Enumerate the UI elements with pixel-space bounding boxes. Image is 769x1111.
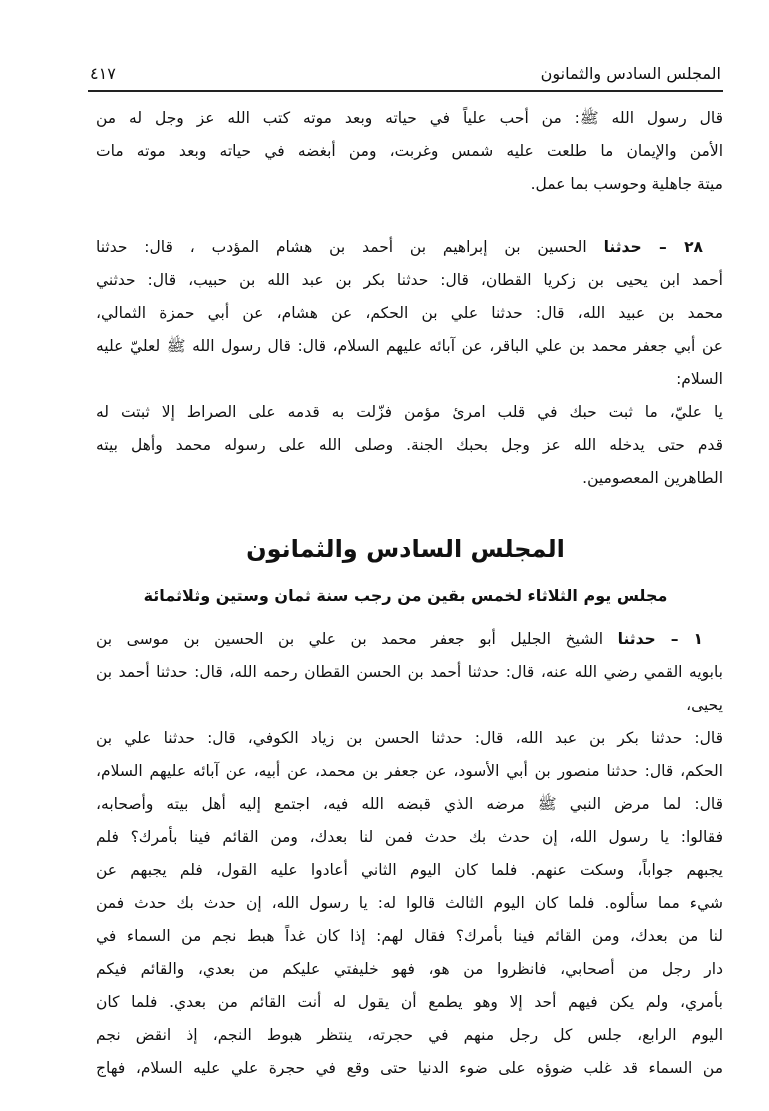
hadith-number: ١ – حدثنا bbox=[617, 630, 703, 648]
text-line: محمد بن عبيد الله، قال: حدثنا علي بن الحكم، عن هشام، عن أبي حمزة الثمالي، bbox=[96, 304, 723, 322]
text-line: يجبهم جواباً، وسكت عنهم. فلما كان اليوم الثاني أعادوا عليه القول، فلم يجبهم عن bbox=[96, 861, 723, 879]
text-line: قال: حدثنا بكر بن عبد الله، قال: حدثنا الحسن بن زياد الكوفي، قال: حدثنا علي بن bbox=[96, 729, 723, 747]
line-text: الحسين بن إبراهيم بن أحمد بن هشام المؤدب ، قال: حدثنا bbox=[96, 238, 587, 256]
text-line: قال رسول الله ﷺ: من أحب علياً في حياته وبعد موته كتب الله عز وجل له من bbox=[96, 109, 723, 127]
text-line: يا عليّ، ما ثبت حبك في قلب امرئ مؤمن فزّلت به قدمه على الصراط إلا ثبتت له bbox=[96, 403, 723, 421]
hadith-number: ٢٨ – حدثنا bbox=[603, 238, 703, 256]
section-subtitle: مجلس يوم الثلاثاء لخمس بقين من رجب سنة ثمان وستين وثلاثمائة bbox=[143, 586, 668, 605]
text-line: دار رجل من أصحابي، فانظروا من هو، فهو خليفتي عليكم من بعدي، والقائم فيكم bbox=[96, 960, 723, 978]
text-line: لنا من بعدك، ومن القائم فينا بأمرك؟ فقال لهم: إذا كان غداً هبط نجم من السماء في bbox=[96, 927, 723, 945]
text-line: بأمري، ولم يكن فيهم أحد إلا وهو يطمع أن يقول له أنت القائم من بعدي. فلما كان bbox=[96, 993, 723, 1011]
text-line: بابويه القمي رضي الله عنه، قال: حدثنا أحمد بن الحسن القطان رحمه الله، قال: حدثنا أحمد بن يحيى، bbox=[96, 663, 723, 714]
hadith-28 bbox=[88, 231, 723, 495]
section-title: المجلس السادس والثمانون bbox=[246, 535, 565, 563]
text-line: عن أبي جعفر محمد بن علي الباقر، عن آبائه عليهم السلام، قال: قال رسول الله ﷺ لعليّ عليه السلام: bbox=[96, 337, 723, 388]
text-line: ميتة جاهلية وحوسب بما عمل. bbox=[530, 175, 723, 193]
text-line: من السماء قد غلب ضوؤه على ضوء الدنيا حتى وقع في حجرة علي عليه السلام، فهاج bbox=[96, 1059, 723, 1077]
text-line bbox=[96, 623, 723, 656]
text-line: فقالوا: يا رسول الله، إن حدث بك حدث فمن لنا بعدك، ومن القائم فينا بأمرك؟ فلم bbox=[96, 828, 723, 846]
text-line: قال: لما مرض النبي ﷺ مرضه الذي قبضه الله فيه، اجتمع إليه أهل بيته وأصحابه، bbox=[96, 795, 723, 813]
page-number: ٤١٧ bbox=[90, 64, 116, 83]
text-line: الأمن والإيمان ما طلعت عليه شمس وغربت، ومن أبغضه في حياته وبعد موته مات bbox=[96, 142, 723, 160]
text-line: الحكم، قال: حدثنا منصور بن أبي الأسود، عن جعفر بن محمد، عن أبيه، عن آبائه عليهم السلام، bbox=[96, 762, 723, 780]
text-line: اليوم الرابع، جلس كل رجل منهم في حجرته، ينتظر هبوط النجم، إذ انقض نجم bbox=[96, 1026, 723, 1044]
line-text: الشيخ الجليل أبو جعفر محمد بن علي بن الحسين بن موسى بن bbox=[96, 630, 604, 648]
paragraph-1 bbox=[88, 102, 723, 201]
text-line bbox=[96, 231, 723, 264]
running-header bbox=[88, 60, 723, 92]
text-line: قدم حتى يدخله الله عز وجل بحبك الجنة. وصلى الله على رسوله محمد وأهل بيته bbox=[96, 436, 723, 454]
running-title: المجلس السادس والثمانون bbox=[540, 64, 721, 83]
text-line: شيء مما سألوه. فلما كان اليوم الثالث قالوا له: يا رسول الله، إن حدث بك حدث فمن bbox=[96, 894, 723, 912]
text-line: أحمد ابن يحيى بن زكريا القطان، قال: حدثنا بكر بن عبد الله بن حبيب، قال: حدثني bbox=[96, 271, 723, 289]
text-line: الطاهرين المعصومين. bbox=[582, 469, 723, 487]
hadith-1 bbox=[88, 623, 723, 1085]
